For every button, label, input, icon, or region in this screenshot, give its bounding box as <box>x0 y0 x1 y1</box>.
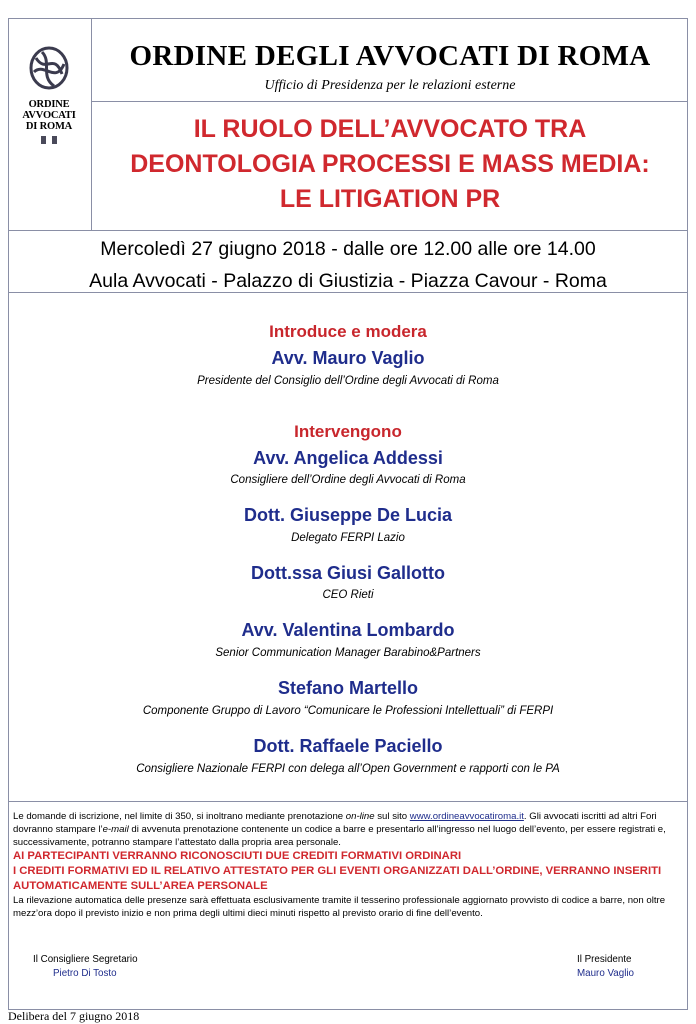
signature-right <box>577 953 634 981</box>
signature-left <box>33 953 138 981</box>
event-date: Mercoledì 27 giugno 2018 - dalle ore 12.00 alle ore 14.00 <box>100 238 596 260</box>
attendance-paragraph: La rilevazione automatica delle presenze sarà effettuata esclusivamente tramite il tesserino professionale aggiornato provvisto di codice a barre, non oltre mezz’ora dopo il previsto inizio e non prima degli ultimi dieci minuti rispetto al previsto orario di fine dell’evento. <box>13 895 666 919</box>
event-title-line: DEONTOLOGIA PROCESSI E MASS MEDIA: <box>130 150 650 178</box>
speaker-name: Dott. Giuseppe De Lucia <box>243 505 453 525</box>
event-venue: Aula Avvocati - Palazzo di Giustizia - Piazza Cavour - Roma <box>89 270 607 292</box>
speaker-role: Componente Gruppo di Lavoro “Comunicare le Professioni Intellettuali” di FERPI <box>142 705 554 717</box>
header-divider <box>92 101 688 102</box>
speakers-heading: Intervengono <box>294 422 402 441</box>
event-title-line: IL RUOLO DELL’AVVOCATO TRA <box>193 115 587 143</box>
credits-notice: AI PARTECIPANTI VERRANNO RICONOSCIUTI DUE CREDITI FORMATIVI ORDINARI <box>13 850 462 862</box>
website-link[interactable]: www.ordineavvocatiroma.it <box>409 811 524 822</box>
speaker-role: Senior Communication Manager Barabino&Partners <box>215 647 481 659</box>
moderator-name: Avv. Mauro Vaglio <box>271 348 425 368</box>
credits-attestato-notice: I CREDITI FORMATIVI ED IL RELATIVO ATTESTATO PER GLI EVENTI ORGANIZZATI DALL’ORDINE, VERRANNO INSERITI AUTOMATICAMENTE SULL’AREA PERSONALE <box>13 865 662 892</box>
logo-feet <box>14 136 84 144</box>
speaker-name: Dott.ssa Giusi Gallotto <box>250 563 446 583</box>
event-title-line: LE LITIGATION PR <box>279 185 501 213</box>
speaker-role: Delegato FERPI Lazio <box>291 532 405 544</box>
knot-emblem-icon <box>26 44 72 92</box>
speaker-name: Stefano Martello <box>277 678 419 698</box>
signature-left-title: Il Consigliere Segretario <box>33 954 138 965</box>
org-title: ORDINE DEGLI AVVOCATI DI ROMA <box>129 40 651 72</box>
event-title <box>92 112 688 217</box>
speaker-name: Avv. Valentina Lombardo <box>241 620 455 640</box>
speaker-role: Consigliere dell’Ordine degli Avvocati di Roma <box>230 474 466 486</box>
signature-right-title: Il Presidente <box>577 954 632 965</box>
logo-text: ORDINE AVVOCATI DI ROMA <box>22 99 76 132</box>
event-datetime <box>8 233 688 297</box>
speaker-role: CEO Rieti <box>322 589 374 601</box>
signature-left-name: Pietro Di Tosto <box>53 968 117 979</box>
speaker-name: Avv. Angelica Addessi <box>253 448 443 468</box>
moderator-role: Presidente del Consiglio dell’Ordine degli Avvocati di Roma <box>197 375 499 387</box>
speaker-role: Consigliere Nazionale FERPI con delega all’Open Government e rapporti con le PA <box>136 763 560 775</box>
delibera-date: Delibera del 7 giugno 2018 <box>8 1009 140 1023</box>
speaker-name: Dott. Raffaele Paciello <box>253 736 443 756</box>
order-logo <box>14 44 84 144</box>
section-divider <box>8 292 688 293</box>
moderator-heading: Introduce e modera <box>269 322 427 341</box>
notes-divider <box>8 801 688 802</box>
registration-notes <box>13 810 685 920</box>
signature-right-name: Mauro Vaglio <box>577 968 634 979</box>
registration-paragraph: Le domande di iscrizione, nel limite di 350, si inoltrano mediante prenotazione on-line sul sito www.ordineavvocatiroma.it. Gli avvocati iscritti ad altri Fori dovranno stampare l’e-mail di avvenuta prenotazione contenente un codice a barre e presentarlo all’ingresso nel luogo dell’evento, per essere registrati e, successivamente, potranno stampare l’attestato dalla propria area personale. <box>13 811 666 848</box>
org-subtitle: Ufficio di Presidenza per le relazioni esterne <box>264 78 516 93</box>
